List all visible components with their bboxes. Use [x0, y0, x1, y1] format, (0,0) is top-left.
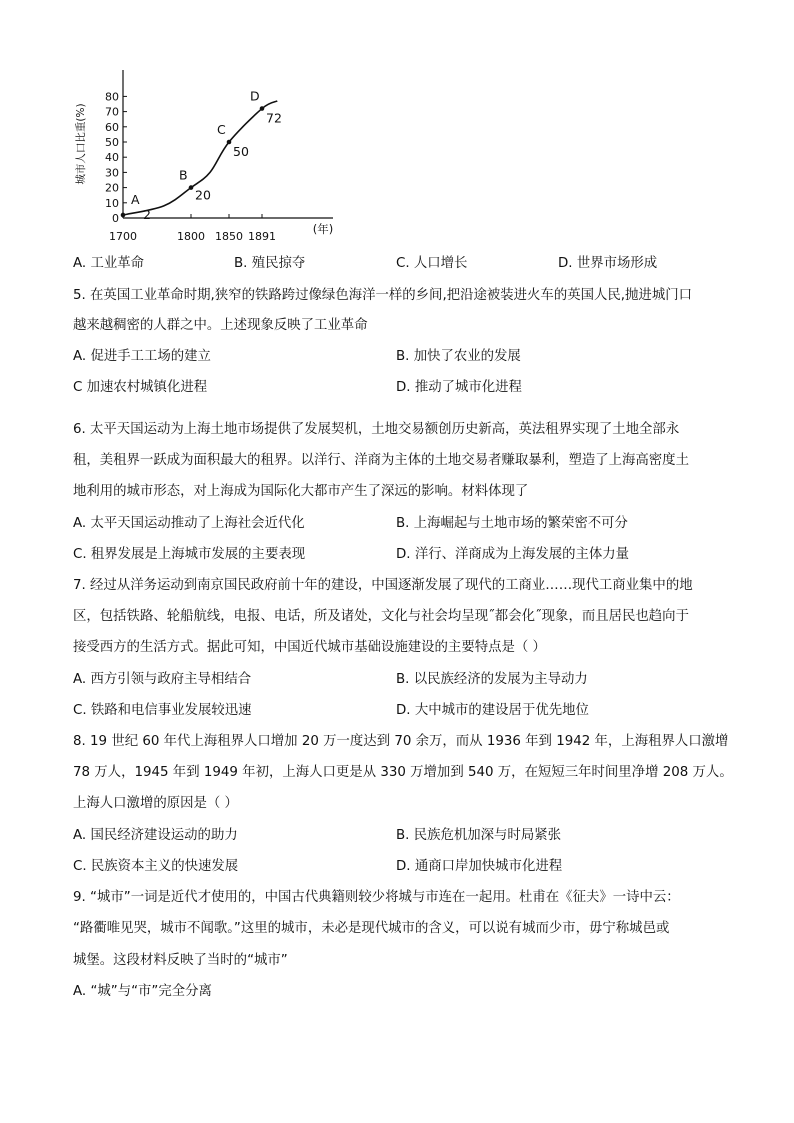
point-label-a: A: [131, 191, 140, 207]
x-tick-label: 1850: [215, 230, 243, 243]
q8-stem-line-1: 8. 19 世纪 60 年代上海租界人口增加 20 万一度达到 70 余万，而从 1936 年到 1942 年，上海租界人口激增: [73, 734, 729, 749]
x-tick-label: 1700: [109, 230, 137, 243]
q6-option-a[interactable]: A. 太平天国运动推动了上海社会近代化: [73, 516, 305, 531]
y-tick-label: 40: [105, 151, 119, 165]
point-value-b: 20: [195, 187, 211, 203]
x-axis-label: (年): [312, 222, 334, 236]
q9-option-a[interactable]: A. “城”与“市”完全分离: [73, 984, 212, 999]
q5-option-a[interactable]: A. 促进手工工场的建立: [73, 349, 211, 364]
point-a: [121, 213, 126, 218]
q8-option-c[interactable]: C. 民族资本主义的快速发展: [73, 859, 239, 874]
point-d: [260, 106, 265, 111]
point-b: [189, 185, 194, 190]
q5-option-c[interactable]: C 加速农村城镇化进程: [73, 380, 208, 395]
q7-stem-line-2: 区，包括铁路、轮船航线，电报、电话，所及诸处，文化与社会均呈现˝都会化˝现象，而且居民也趋向于: [73, 609, 689, 624]
q5-option-d[interactable]: D. 推动了城市化进程: [396, 380, 522, 395]
y-tick-label: 60: [105, 120, 119, 134]
y-tick-label: 70: [105, 105, 119, 119]
q5-stem-line-1: 5. 在英国工业革命时期,狭窄的铁路跨过像绿色海洋一样的乡间,把沿途被装进火车的英国人民,抛进城门口: [73, 288, 692, 303]
point-c: [227, 140, 232, 145]
q4-option-d[interactable]: D. 世界市场形成: [558, 256, 658, 271]
x-tick-label: 1800: [177, 230, 205, 243]
point-value-a: 2: [143, 206, 151, 222]
q7-option-d[interactable]: D. 大中城市的建设居于优先地位: [396, 703, 589, 718]
y-tick-label: 0: [112, 212, 119, 225]
q8-option-a[interactable]: A. 国民经济建设运动的助力: [73, 828, 238, 843]
y-tick-label: 30: [105, 166, 119, 180]
point-label-c: C: [217, 122, 226, 137]
y-tick-label: 50: [105, 136, 119, 149]
point-value-d: 72: [266, 110, 282, 126]
q6-option-d[interactable]: D. 洋行、洋商成为上海发展的主体力量: [396, 547, 630, 562]
q7-option-c[interactable]: C. 铁路和电信事业发展较迅速: [73, 703, 252, 718]
q8-option-d[interactable]: D. 通商口岸加快城市化进程: [396, 859, 563, 874]
q4-option-a[interactable]: A. 工业革命: [73, 256, 144, 271]
y-tick-label: 80: [105, 90, 119, 104]
y-tick-label: 20: [105, 181, 119, 195]
q8-stem-line-3: 上海人口激增的原因是（ ）: [73, 796, 238, 811]
q7-stem-line-1: 7. 经过从洋务运动到南京国民政府前十年的建设，中国逐渐发展了现代的工商业……现代工商业集中的地: [73, 578, 693, 593]
y-axis-label: 城市人口比重(%): [75, 103, 87, 185]
chart-svg: [74, 62, 344, 247]
q5-option-b[interactable]: B. 加快了农业的发展: [396, 349, 521, 364]
q5-stem-line-2: 越来越稠密的人群之中。上述现象反映了工业革命: [73, 318, 368, 333]
q7-option-a[interactable]: A. 西方引领与政府主导相结合: [73, 672, 252, 687]
q9-stem-line-3: 城堡。这段材料反映了当时的“城市”: [73, 953, 288, 968]
q7-stem-line-3: 接受西方的生活方式。据此可知，中国近代城市基础设施建设的主要特点是（ ）: [73, 640, 546, 655]
q6-option-b[interactable]: B. 上海崛起与土地市场的繁荣密不可分: [396, 516, 628, 531]
point-value-c: 50: [233, 144, 249, 159]
q7-option-b[interactable]: B. 以民族经济的发展为主导动力: [396, 672, 588, 687]
q9-stem-line-1: 9. “城市”一词是近代才使用的，中国古代典籍则较少将城与市连在一起用。杜甫在《征夫》一诗中云：: [73, 890, 680, 905]
x-tick-label: 1891: [248, 230, 276, 243]
population-chart: [74, 62, 344, 247]
q6-stem-line-1: 6. 太平天国运动为上海土地市场提供了发展契机，土地交易额创历史新高，英法租界实现了土地全部永: [73, 422, 680, 437]
q9-stem-line-2: “路衢唯见哭，城市不闻歌。”这里的城市，未必是现代城市的含义，可以说有城而少市，毋宁称城邑或: [73, 921, 670, 936]
point-label-b: B: [179, 167, 188, 183]
q8-option-b[interactable]: B. 民族危机加深与时局紧张: [396, 828, 561, 843]
y-tick-label: 10: [105, 196, 119, 210]
q4-option-b[interactable]: B. 殖民掠夺: [234, 256, 306, 271]
q4-option-c[interactable]: C. 人口增长: [396, 256, 468, 271]
point-label-d: D: [250, 88, 260, 104]
q6-stem-line-3: 地利用的城市形态，对上海成为国际化大都市产生了深远的影响。材料体现了: [73, 484, 529, 499]
q6-option-c[interactable]: C. 租界发展是上海城市发展的主要表现: [73, 547, 306, 562]
q8-stem-line-2: 78 万人，1945 年到 1949 年初，上海人口更是从 330 万增加到 540 万，在短短三年时间里净增 208 万人。: [73, 765, 733, 780]
q6-stem-line-2: 租，美租界一跃成为面积最大的租界。以洋行、洋商为主体的土地交易者赚取暴利，塑造了上海高密度土: [73, 453, 689, 468]
